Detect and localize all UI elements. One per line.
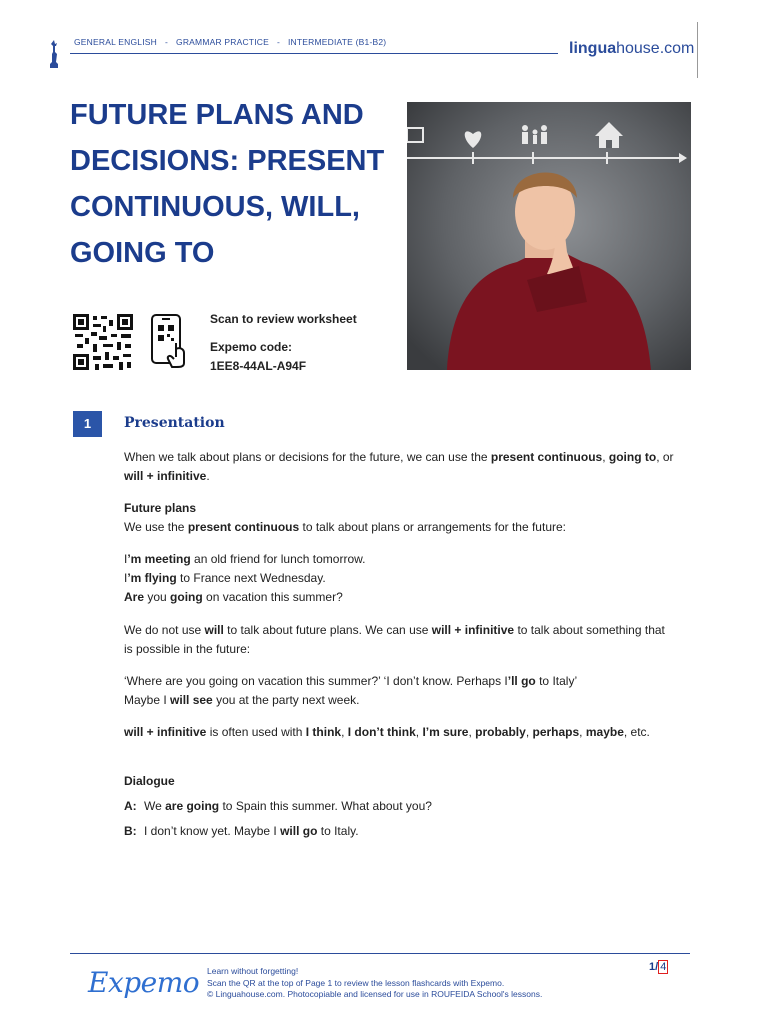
breadcrumb-general-english[interactable]: GENERAL ENGLISH	[74, 37, 157, 47]
text: ,	[341, 725, 348, 739]
footer-copyright: © Linguahouse.com. Photocopiable and licensed for use in ROUFEIDA School's lessons.	[207, 989, 543, 999]
breadcrumb-level[interactable]: INTERMEDIATE (B1-B2)	[288, 37, 387, 47]
text: We	[144, 799, 166, 813]
term: maybe	[585, 725, 624, 739]
term: will + infinitive	[124, 725, 207, 739]
text: I	[124, 552, 128, 566]
scan-label: Scan to review worksheet	[210, 312, 357, 326]
page-total-link[interactable]: 4	[660, 961, 667, 973]
text: .	[206, 469, 210, 483]
term: present continuous	[187, 520, 300, 534]
section-title: Presentation	[124, 415, 225, 431]
text: you	[144, 590, 171, 604]
examples-block	[124, 550, 694, 607]
text: to talk about plans or arrangements for the future:	[299, 520, 566, 534]
term: perhaps	[532, 725, 580, 739]
text: an old friend for lunch tomorrow.	[190, 552, 366, 566]
dialogue-block	[124, 772, 694, 841]
text: to France next Wednesday.	[176, 571, 326, 585]
text: ,	[415, 725, 423, 739]
term: I think	[305, 725, 342, 739]
breadcrumb-grammar-practice[interactable]: GRAMMAR PRACTICE	[176, 37, 269, 47]
text: We do not use	[124, 623, 205, 637]
text: ,	[525, 725, 533, 739]
brand-bold: lingua	[569, 40, 617, 57]
will-usage	[124, 723, 694, 742]
will-paragraph	[124, 621, 694, 659]
section-number: 1	[73, 411, 102, 437]
text: , or	[656, 450, 674, 464]
breadcrumb-separator: -	[276, 37, 280, 47]
footer-text	[207, 966, 542, 1001]
header-divider	[70, 53, 558, 54]
title-line: CONTINUOUS, WILL,	[70, 191, 360, 223]
page-number	[649, 961, 668, 973]
expemo-code-label: Expemo code:	[210, 340, 293, 354]
text: We use the	[124, 520, 188, 534]
term: will + infinitive	[124, 469, 207, 483]
term: will go	[280, 824, 318, 838]
page-current: 1/	[649, 961, 659, 973]
term: probably	[475, 725, 526, 739]
thinking-man-photo	[407, 102, 691, 370]
text: to talk about future plans. We can use	[223, 623, 432, 637]
text: you at the party next week.	[212, 693, 360, 707]
subheading: Dialogue	[124, 774, 175, 788]
statue-of-liberty-icon	[46, 38, 62, 70]
linguahouse-logo[interactable]	[569, 40, 694, 58]
text: I	[124, 571, 128, 585]
term: I’m sure	[422, 725, 469, 739]
page-title	[70, 92, 400, 276]
text: ‘Where are you going on vacation this summer?’ ‘I don’t know. Perhaps I	[124, 674, 508, 688]
title-line: GOING TO	[70, 237, 215, 269]
breadcrumb	[74, 37, 386, 47]
text: to Italy.	[317, 824, 359, 838]
footer-divider	[70, 953, 690, 954]
text: is often used with	[206, 725, 306, 739]
term: are going	[165, 799, 220, 813]
term: going to	[608, 450, 657, 464]
brand-divider	[697, 22, 698, 78]
qr-code-icon[interactable]	[73, 314, 133, 370]
brand-rest: house.com	[616, 40, 695, 57]
footer-scan-note: Scan the QR at the top of Page 1 to review the lesson flashcards with Expemo.	[207, 977, 505, 988]
text: When we talk about plans or decisions for the future, we can use the	[124, 450, 491, 464]
text: to Italy’	[535, 674, 578, 688]
term: will + infinitive	[431, 623, 515, 637]
title-line: FUTURE PLANS AND	[70, 99, 364, 131]
text: on vacation this summer?	[202, 590, 343, 604]
text: to Spain this summer. What about you?	[219, 799, 432, 813]
breadcrumb-separator: -	[165, 37, 169, 47]
term: present continuous	[490, 450, 603, 464]
text: ,	[468, 725, 476, 739]
future-plans-block	[124, 499, 694, 537]
term: going	[170, 590, 203, 604]
text: I don’t know yet. Maybe I	[144, 824, 281, 838]
footer-tagline: Learn without forgetting!	[207, 966, 299, 976]
subheading: Future plans	[124, 501, 197, 515]
term: Are	[124, 590, 145, 604]
expemo-logo[interactable]: Expemo	[88, 966, 200, 999]
term: ’ll go	[507, 674, 536, 688]
text: to talk about something that	[514, 623, 665, 637]
phone-scan-icon	[150, 313, 192, 369]
text: ,	[602, 450, 609, 464]
text: , etc.	[623, 725, 650, 739]
expemo-code: 1EE8-44AL-A94F	[210, 359, 307, 373]
speaker-label: A:	[124, 799, 137, 813]
term: ’m meeting	[127, 552, 191, 566]
will-examples	[124, 672, 694, 710]
text: Maybe I	[124, 693, 171, 707]
text: is possible in the future:	[124, 642, 251, 656]
term: I don’t think	[347, 725, 416, 739]
title-line: DECISIONS: PRESENT	[70, 145, 385, 177]
term: will see	[170, 693, 213, 707]
intro-paragraph	[124, 448, 694, 486]
text: ,	[579, 725, 586, 739]
term: ’m flying	[127, 571, 177, 585]
speaker-label: B:	[124, 824, 137, 838]
term: will	[204, 623, 224, 637]
